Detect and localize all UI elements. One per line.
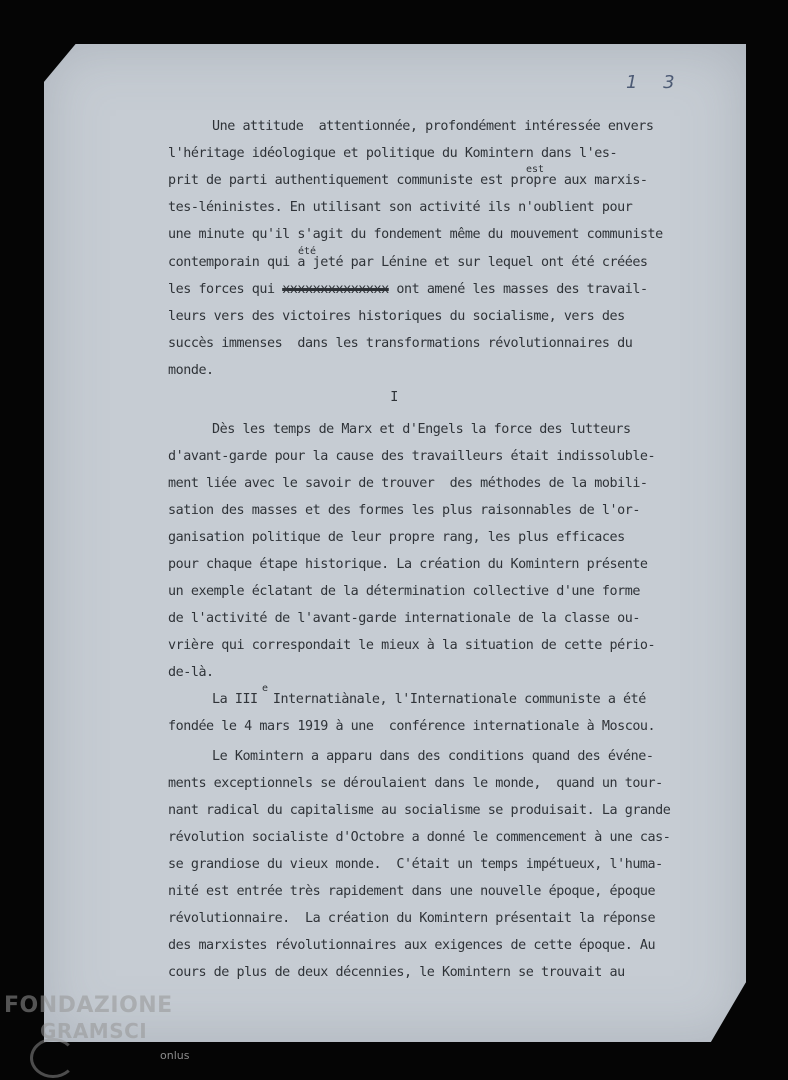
text-line: un exemple éclatant de la détermination collective d'une forme — [168, 584, 640, 599]
handwritten-insert-est: est — [526, 164, 545, 175]
text-line: de l'activité de l'avant-garde internationale de la classe ou- — [168, 611, 640, 626]
text-line: pour chaque étape historique. La création du Komintern présente — [168, 557, 648, 572]
text-line: se grandiose du vieux monde. C'était un temps impétueux, l'huma- — [168, 857, 663, 872]
text-line: contemporain qui a jeté par Lénine et sur lequel ont été créées — [168, 255, 648, 270]
watermark-logo-top: FONDAZIONE — [4, 993, 173, 1018]
text-line: révolutionnaire. La création du Komintern présentait la réponse — [168, 911, 656, 926]
text-line: nité est entrée très rapidement dans une nouvelle époque, époque — [168, 884, 656, 899]
text-line: tes-léninistes. En utilisant son activité ils n'oublient pour — [168, 200, 633, 215]
struck-out-text: xxxxxxxxxxxxxx — [282, 282, 389, 297]
section-numeral: I — [390, 390, 398, 405]
text-line: de-là. — [168, 665, 214, 680]
text-line: Dès les temps de Marx et d'Engels la force des lutteurs — [212, 422, 631, 437]
watermark-logo-ring — [30, 1038, 76, 1078]
watermark-onlus: onlus — [160, 1049, 190, 1062]
text-line: cours de plus de deux décennies, le Komintern se trouvait au — [168, 965, 625, 980]
text-line: La III Internatiànale, l'Internationale communiste a été — [212, 692, 646, 707]
text-line: Le Komintern a apparu dans des conditions quand des événe- — [212, 749, 654, 764]
text-line: prit de parti authentiquement communiste est propre aux marxis- — [168, 173, 648, 188]
watermark-logo-bottom: GRAMSCI — [40, 1019, 148, 1043]
text-line: monde. — [168, 363, 214, 378]
text-line: l'héritage idéologique et politique du Komintern dans l'es- — [168, 146, 618, 161]
superscript-e: e — [262, 683, 269, 694]
text-line: ment liée avec le savoir de trouver des méthodes de la mobili- — [168, 476, 648, 491]
text-line: fondée le 4 mars 1919 à une conférence internationale à Moscou. — [168, 719, 656, 734]
text-line-struck: les forces qui xxxxxxxxxxxxxx ont amené les masses des travail- — [168, 282, 648, 297]
text-line: sation des masses et des formes les plus raisonnables de l'or- — [168, 503, 640, 518]
text-line: ganisation politique de leur propre rang, les plus efficaces — [168, 530, 625, 545]
page-number-annotation: 1 3 — [626, 72, 685, 93]
text-line: une minute qu'il s'agit du fondement même du mouvement communiste — [168, 227, 663, 242]
text-line: d'avant-garde pour la cause des travailleurs était indissoluble- — [168, 449, 656, 464]
text-line: ments exceptionnels se déroulaient dans le monde, quand un tour- — [168, 776, 663, 791]
text-line: leurs vers des victoires historiques du socialisme, vers des — [168, 309, 625, 324]
text-line: Une attitude attentionnée, profondément intéressée envers — [212, 119, 654, 134]
text-line: vrière qui correspondait le mieux à la situation de cette pério- — [168, 638, 656, 653]
text-line: des marxistes révolutionnaires aux exigences de cette époque. Au — [168, 938, 656, 953]
text-line: révolution socialiste d'Octobre a donné le commencement à une cas- — [168, 830, 671, 845]
text-line: nant radical du capitalisme au socialisme se produisait. La grande — [168, 803, 671, 818]
handwritten-insert-ete: été — [298, 246, 317, 257]
text-line: succès immenses dans les transformations révolutionnaires du — [168, 336, 633, 351]
